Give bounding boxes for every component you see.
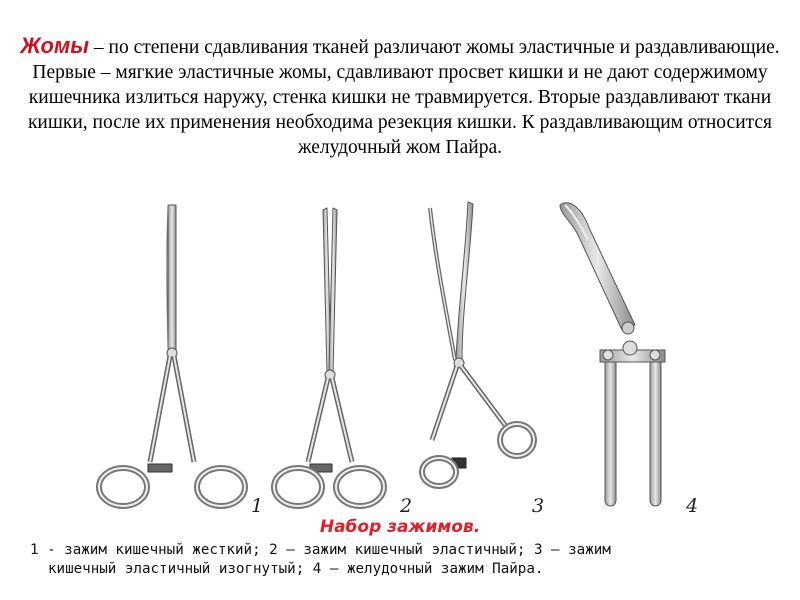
intro-paragraph	[20, 33, 780, 160]
caption-line-2: кишечный эластичный изогнутый; 4 – желудочный зажим Пайра.	[48, 561, 544, 577]
clamp-3-drawing	[422, 202, 534, 486]
clamp-4-drawing	[560, 203, 665, 506]
label-clamp-4: 4	[686, 495, 699, 517]
caption-title: Набор зажимов.	[319, 517, 481, 537]
intro-text: – по степени сдавливания тканей различают жомы эластичные и раздавливающие. Первые – мягкие эластичные жомы, сдавливают просвет кишки и не дают содержимому кишечника излиться наружу, стенка кишки не травмируется. Вторые раздавливают ткани кишки, после их применения необходима резекция кишки. К раздавливающим относится желудочный жом Пайра.	[27, 37, 780, 158]
term-heading: Жомы	[20, 33, 90, 58]
clamp-2-drawing	[274, 208, 384, 506]
label-clamp-1: 1	[251, 495, 264, 517]
clamp-1-drawing	[99, 205, 245, 506]
figure-caption	[30, 541, 770, 579]
clamps-figure	[0, 190, 800, 520]
label-clamp-3: 3	[532, 495, 545, 517]
label-clamp-2: 2	[400, 495, 413, 517]
clamps-illustration	[0, 190, 800, 520]
caption-line-1: 1 - зажим кишечный жесткий; 2 – зажим кишечный эластичный; 3 – зажим	[30, 542, 611, 558]
